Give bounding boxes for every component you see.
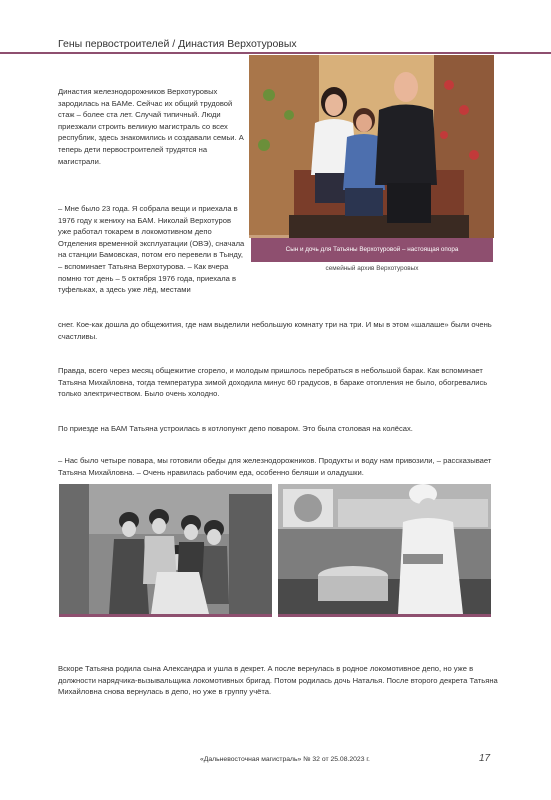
archive-photo-women (59, 484, 272, 614)
photo-caption: Сын и дочь для Татьяны Верхотуровой – настоящая опора (251, 238, 493, 262)
footer-issue: «Дальневосточная магистраль» № 32 от 25.08.2023 г. (200, 756, 370, 763)
paragraph-quote-cooks: – Нас было четыре повара, мы готовили обеды для железнодорожников. Продукты и воду нам привозили, – рассказывает Татьяна Михайловна. – Очень нравилась рабочим еда, особенно беляши и оладушки. (58, 456, 492, 477)
photo-bar-right (278, 614, 491, 617)
paragraph-cook: По приезде на БАМ Татьяна устроилась в котлопункт депо поваром. Это была столовая на колёсах. (58, 424, 413, 433)
photo-bar-left (59, 614, 272, 617)
quote-paragraph: – Мне было 23 года. Я собрала вещи и приехала в 1976 году к жениху на БАМ. Николай Верхотуров уже работал токарем в локомотивном депо Отделения временной эксплуатации (ОВЭ), сначала на станции Бамовская, потом его перевели в Тынду, – вспоминает Татьяна Верхотурова. – Как вчера помню тот день – 5 октября 1976 года, приехала в туфельках, а здесь уже лёд, местами (58, 204, 245, 295)
family-photo (249, 55, 494, 238)
page-number: 17 (479, 753, 491, 764)
photo-credit: семейный архив Верхотуровых (325, 265, 419, 272)
paragraph-barrack: Правда, всего через месяц общежитие сгорело, и молодым пришлось перебраться в небольшой барак. Как вспоминает Татьяна Михайловна, тогда температура зимой доходила минус 60 градусов, в бараке отопления не было, обогревались только электричеством. Было очень холодно. (58, 366, 488, 399)
intro-paragraph: Династия железнодорожников Верхотуровых зародилась на БАМе. Сейчас их общий трудовой стаж – более ста лет. Случай типичный. Люди приезжали строить великую магистраль со всех республик, здесь знакомились и создавали семьи. А теперь дети первостроителей трудятся на магистрали. (58, 87, 244, 166)
paragraph-children: Вскоре Татьяна родила сына Александра и ушла в декрет. А после вернулась в родное локомотивное депо, но уже в должности нарядчика-вызывальщика локомотивных бригад. Потом родилась дочь Наталья. После второго декрета Татьяна Михайловна снова вернулась в депо, но уже в группу учёта. (58, 664, 498, 697)
page-header-title: Гены первостроителей / Династия Верхотуровых (58, 38, 297, 50)
archive-photo-cook (278, 484, 491, 614)
header-rule (0, 52, 551, 54)
quote-continuation: снег. Кое-как дошла до общежития, где нам выделили небольшую комнату три на три. И мы в этом «шалаше» были очень счастливы. (58, 320, 492, 341)
